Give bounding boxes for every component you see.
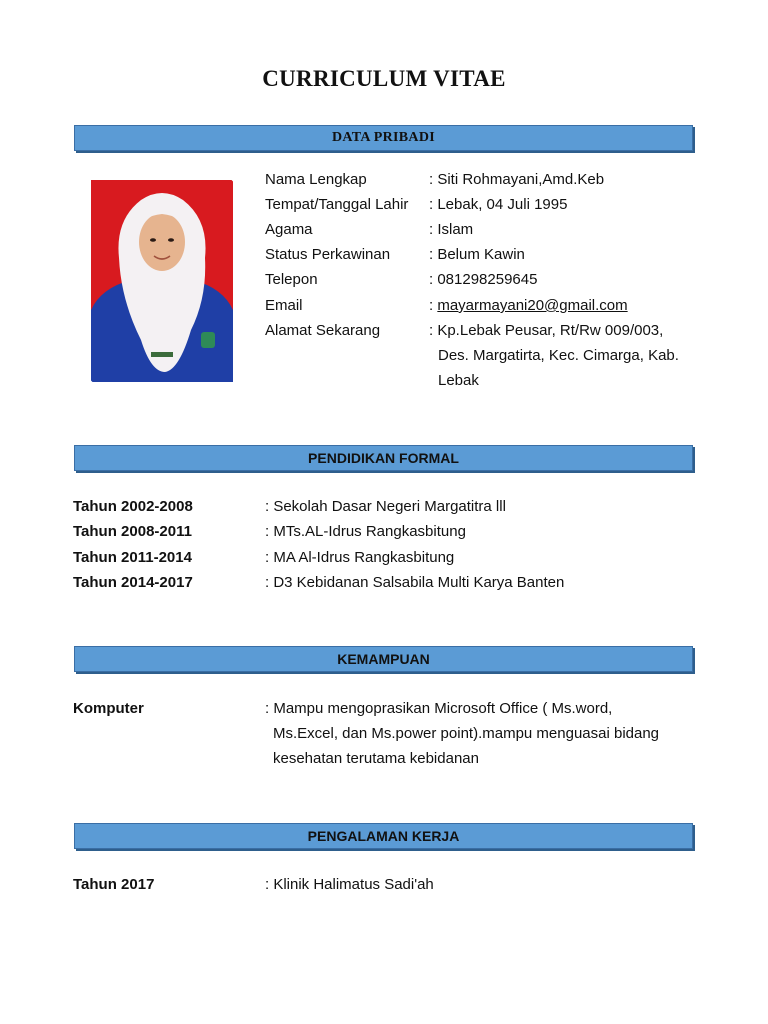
skill-label: Komputer xyxy=(73,700,144,717)
personal-label: Telepon xyxy=(265,271,318,288)
profile-photo xyxy=(91,180,233,382)
education-school: : MA Al-Idrus Rangkasbitung xyxy=(265,549,455,566)
personal-value: : Islam xyxy=(429,221,474,238)
education-school: : MTs.AL-Idrus Rangkasbitung xyxy=(265,523,466,540)
education-school: : Sekolah Dasar Negeri Margatitra lll xyxy=(265,498,506,515)
address-continuation: Lebak xyxy=(438,372,479,389)
personal-value: : 081298259645 xyxy=(429,271,538,288)
skill-description: : Mampu mengoprasikan Microsoft Office ( Ms.word, xyxy=(265,700,613,717)
personal-row xyxy=(265,170,367,190)
personal-value: : Siti Rohmayani,Amd.Keb xyxy=(429,171,605,188)
section-header-kemampuan: KEMAMPUAN xyxy=(74,646,693,672)
section-header-data-pribadi: DATA PRIBADI xyxy=(74,125,693,151)
email-colon: : xyxy=(429,297,438,314)
personal-label: Agama xyxy=(265,221,313,238)
section-header-pengalaman: PENGALAMAN KERJA xyxy=(74,823,693,849)
personal-value: : Lebak, 04 Juli 1995 xyxy=(429,196,568,213)
personal-label: Alamat Sekarang xyxy=(265,322,381,339)
experience-year: Tahun 2017 xyxy=(73,876,155,893)
personal-label: Email xyxy=(265,297,303,314)
skill-description-continuation: Ms.Excel, dan Ms.power point).mampu menguasai bidang xyxy=(273,725,660,742)
experience-place: : Klinik Halimatus Sadi'ah xyxy=(265,876,434,893)
education-year: Tahun 2011-2014 xyxy=(73,549,192,566)
address-continuation: Des. Margatirta, Kec. Cimarga, Kab. xyxy=(438,347,679,364)
section-header-pendidikan: PENDIDIKAN FORMAL xyxy=(74,445,693,471)
education-year: Tahun 2014-2017 xyxy=(73,574,193,591)
education-school: : D3 Kebidanan Salsabila Multi Karya Banten xyxy=(265,574,565,591)
education-year: Tahun 2002-2008 xyxy=(73,498,193,515)
personal-label: Tempat/Tanggal Lahir xyxy=(265,196,409,213)
profile-photo-frame xyxy=(82,171,242,391)
email-link[interactable]: mayarmayani20@gmail.com xyxy=(437,297,628,314)
personal-value: : Kp.Lebak Peusar, Rt/Rw 009/003, xyxy=(429,322,664,339)
personal-label: Nama Lengkap xyxy=(265,171,367,188)
education-year: Tahun 2008-2011 xyxy=(73,523,192,540)
personal-label: Status Perkawinan xyxy=(265,246,391,263)
personal-value: : Belum Kawin xyxy=(429,246,525,263)
skill-description-continuation: kesehatan terutama kebidanan xyxy=(273,750,479,767)
email-row xyxy=(429,296,628,316)
page-title: CURRICULUM VITAE xyxy=(262,66,506,91)
